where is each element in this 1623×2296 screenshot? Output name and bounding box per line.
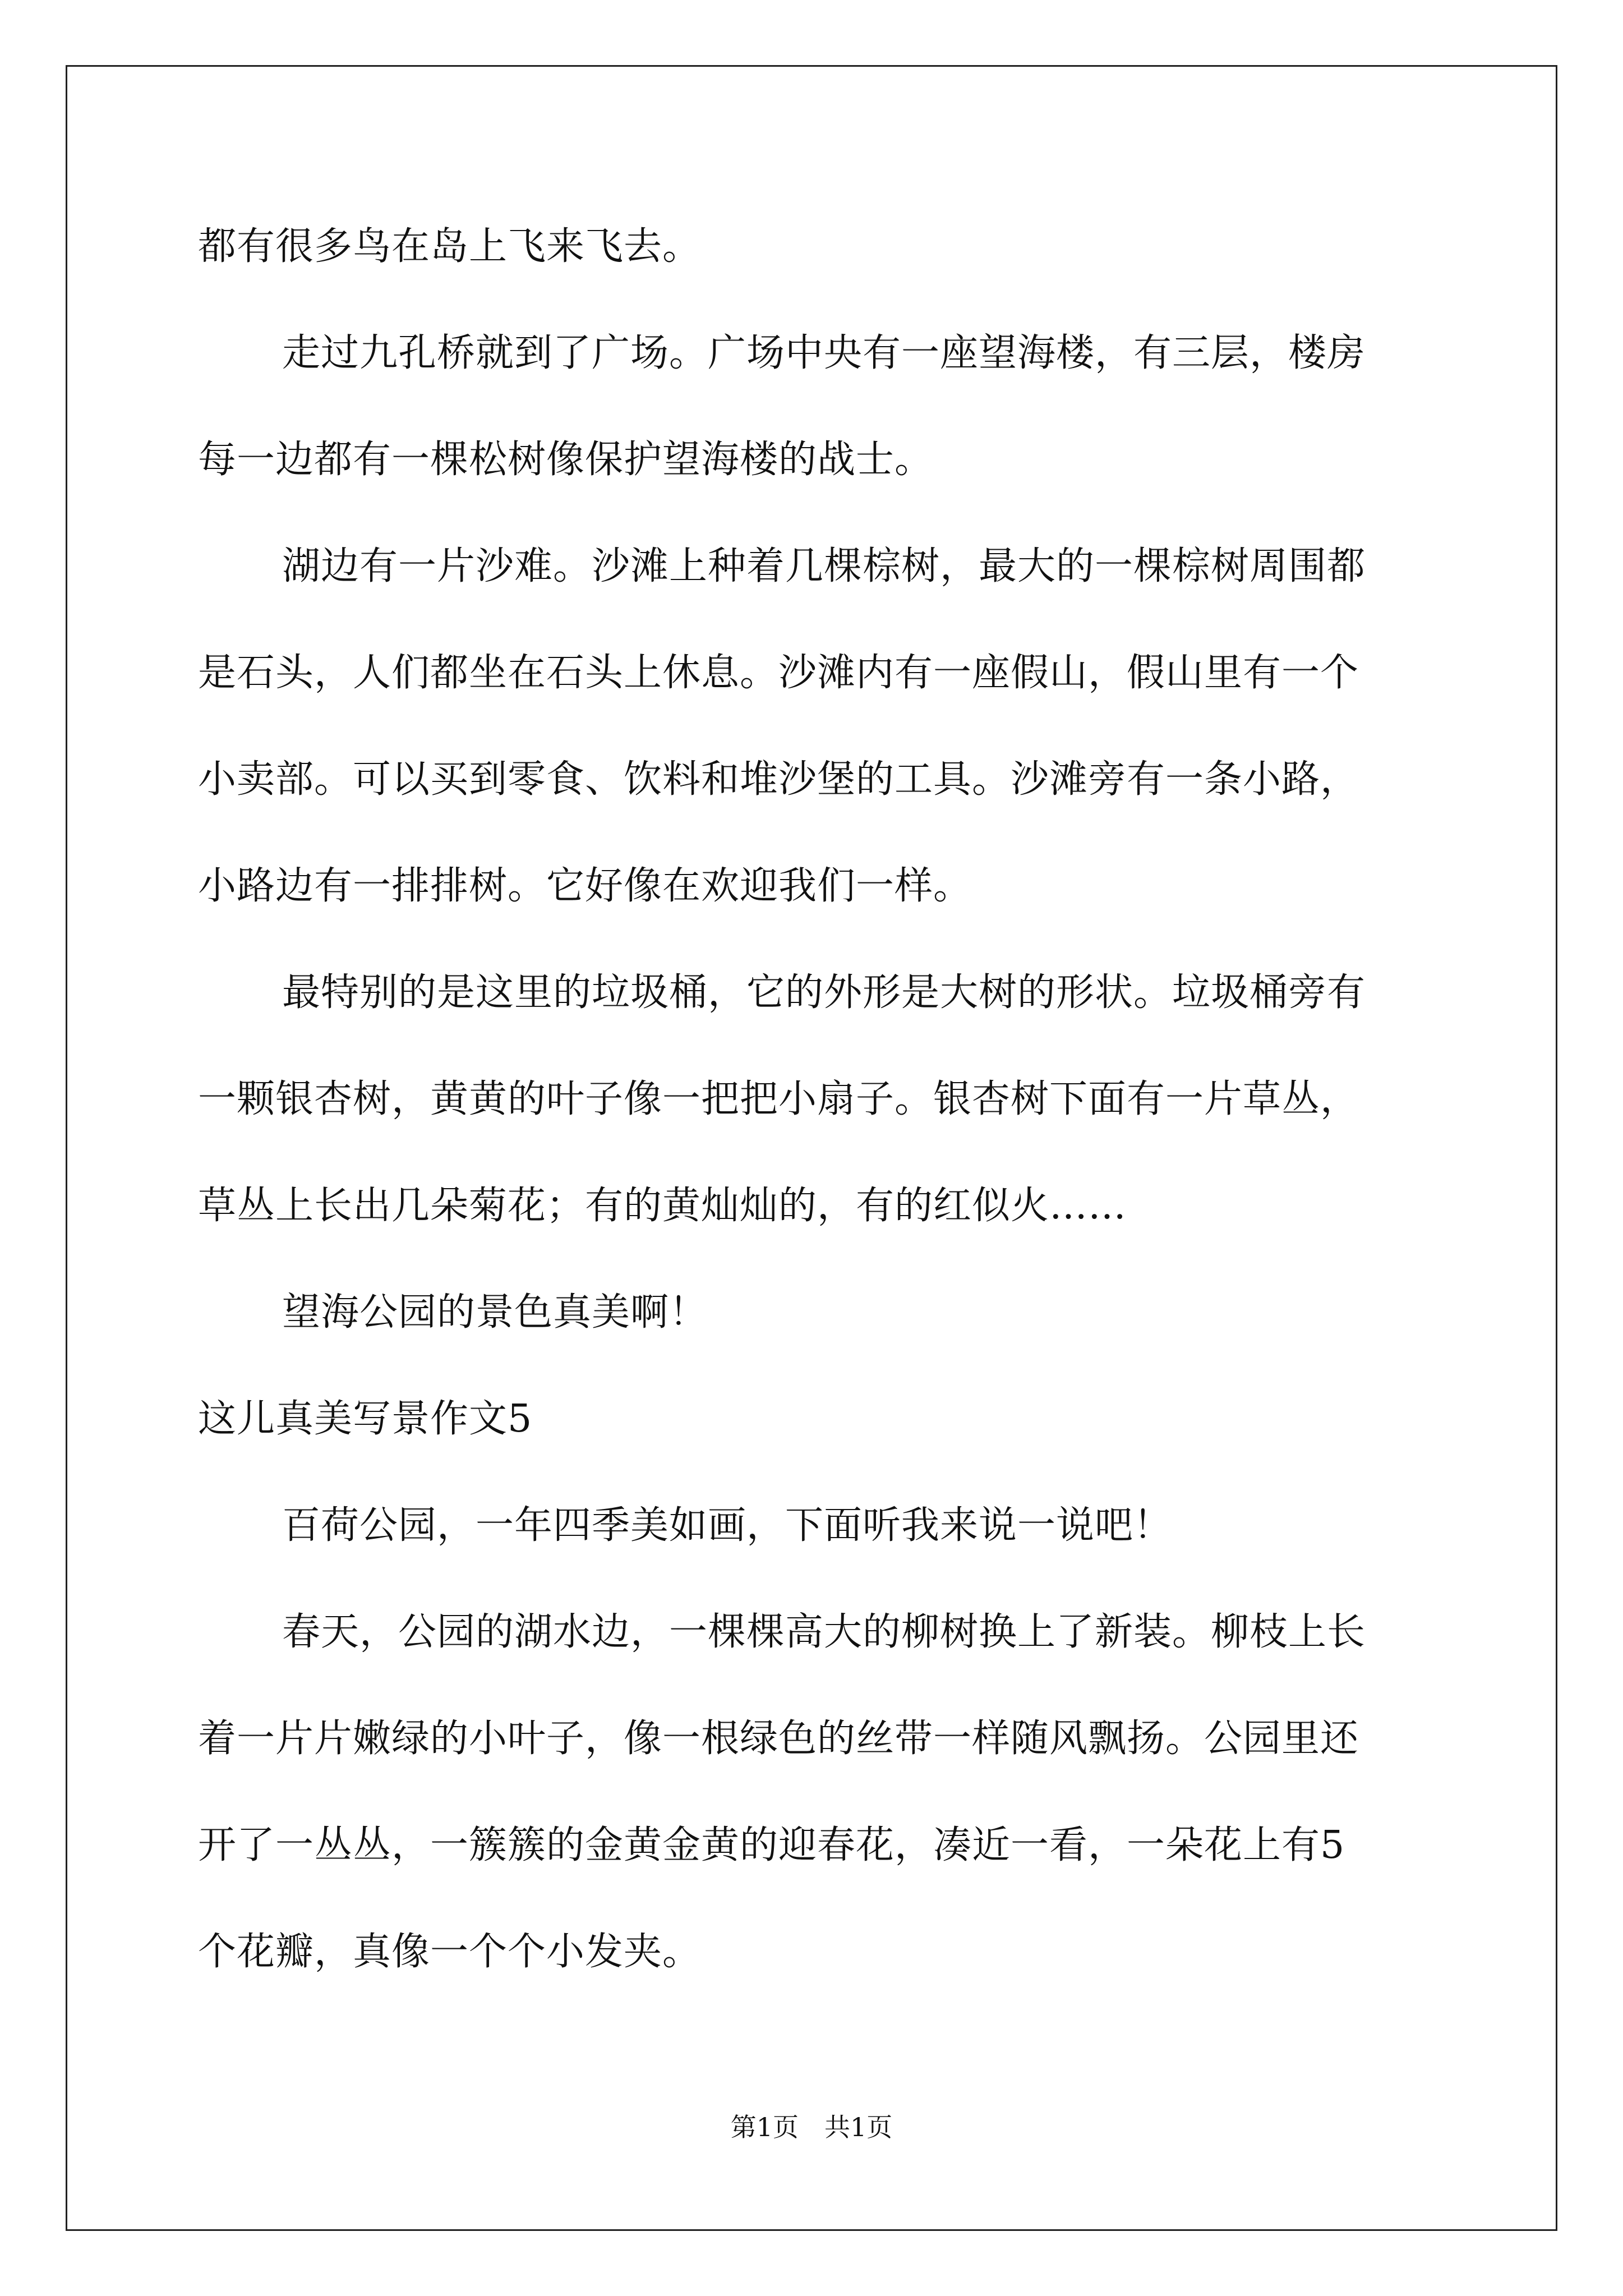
text-line: 小卖部。可以买到零食、饮料和堆沙堡的工具。沙滩旁有一条小路，	[198, 757, 1359, 802]
text-line: 是石头，人们都坐在石头上休息。沙滩内有一座假山，假山里有一个	[198, 651, 1359, 695]
text-line: 走过九孔桥就到了广场。广场中央有一座望海楼，有三层，楼房	[282, 331, 1366, 375]
text-line: 个花瓣，真像一个个小发夹。	[198, 1930, 702, 1974]
text-line: 小路边有一排排树。它好像在欢迎我们一样。	[198, 864, 972, 908]
text-line: 百荷公园，一年四季美如画，下面听我来说一说吧！	[282, 1503, 1173, 1548]
text-line: 都有很多鸟在岛上飞来飞去。	[198, 224, 702, 269]
text-line: 着一片片嫩绿的小叶子，像一根绿色的丝带一样随风飘扬。公园里还	[198, 1717, 1359, 1761]
document-body	[198, 194, 1437, 2005]
text-line: 开了一丛丛，一簇簇的金黄金黄的迎春花，凑近一看，一朵花上有5	[198, 1823, 1345, 1867]
text-line: 草丛上长出几朵菊花；有的黄灿灿的，有的红似火……	[198, 1184, 1127, 1228]
text-line: 春天，公园的湖水边，一棵棵高大的柳树换上了新装。柳枝上长	[282, 1610, 1366, 1654]
section-heading: 这儿真美写景作文5	[198, 1397, 533, 1441]
page-number: 第1页 共1页	[730, 2112, 893, 2142]
text-line: 每一边都有一棵松树像保护望海楼的战士。	[198, 438, 934, 482]
text-line: 湖边有一片沙难。沙滩上种着几棵棕树，最大的一棵棕树周围都	[282, 544, 1366, 588]
text-line: 最特别的是这里的垃圾桶，它的外形是大树的形状。垃圾桶旁有	[282, 970, 1366, 1015]
text-line: 望海公园的景色真美啊！	[282, 1290, 708, 1335]
text-line: 一颗银杏树，黄黄的叶子像一把把小扇子。银杏树下面有一片草丛，	[198, 1077, 1359, 1121]
